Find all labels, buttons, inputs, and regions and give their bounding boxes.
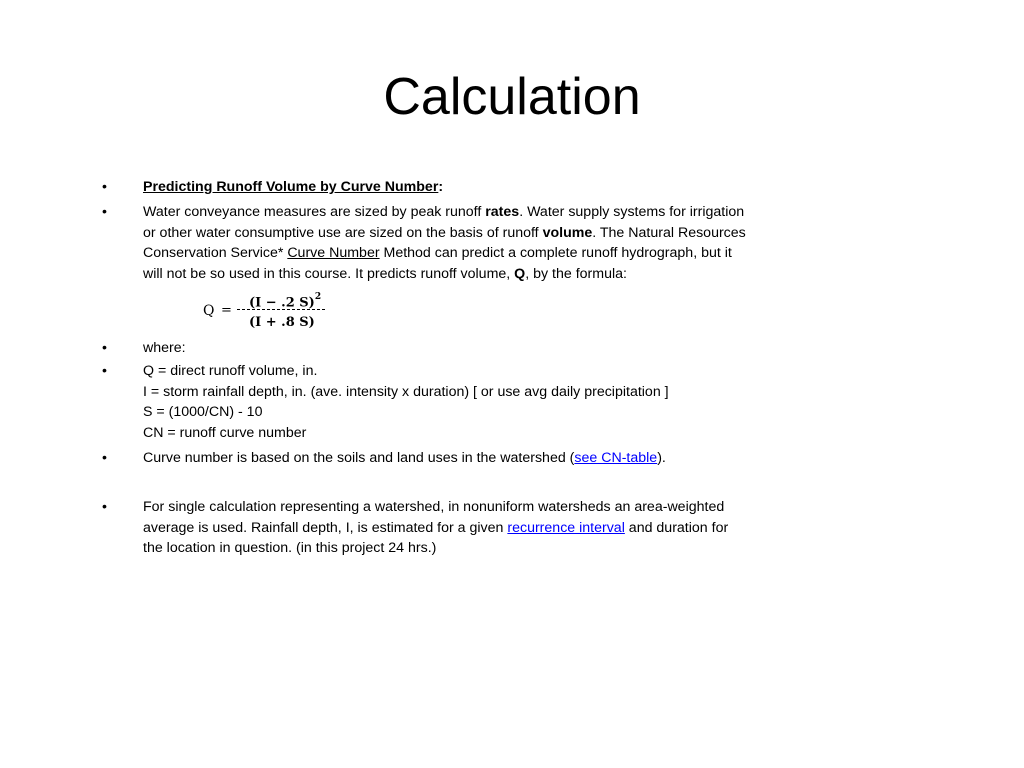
definition-s: S = (1000/CN) - 10 — [143, 404, 263, 420]
bullet-where — [143, 338, 808, 359]
cn-table-link[interactable]: see CN-table — [574, 450, 658, 466]
slide-title: Calculation — [383, 68, 641, 126]
definition-cn: CN = runoff curve number — [143, 424, 307, 441]
recurrence-interval-link[interactable]: recurrence interval — [507, 519, 625, 536]
heading-text: Predicting Runoff Volume by Curve Number — [143, 179, 439, 195]
bullet-curve-number — [143, 448, 808, 469]
bullet-marker: • — [102, 179, 107, 195]
formula-lhs: Q — [203, 303, 215, 319]
bullet-marker: • — [102, 499, 107, 515]
definition-q: Q = direct runoff volume, in. — [143, 363, 318, 379]
text: the location in question. (in this project 24 hrs.) — [143, 540, 437, 556]
bullet-conveyance — [143, 202, 808, 284]
text: Curve number is based on the soils and land uses in the watershed ( — [143, 450, 575, 466]
bullet-marker: • — [102, 363, 107, 379]
heading-colon: : — [438, 179, 444, 195]
text: . The Natural Resources — [592, 224, 746, 241]
text: Method can predict a complete runoff hydrograph, but it — [379, 245, 732, 261]
bullet-marker: • — [102, 450, 107, 466]
bullet-definitions — [143, 361, 808, 443]
text: Conservation Service* — [143, 245, 288, 261]
text: ). — [657, 450, 666, 466]
formula-denominator: (I + .8 S) — [249, 315, 315, 330]
text: will not be so used in this course. It predicts runoff volume, — [143, 265, 515, 282]
fraction-bar — [237, 309, 325, 310]
emphasis-q: Q — [514, 265, 526, 282]
text: and duration for — [624, 519, 729, 536]
formula-equals: = — [221, 303, 232, 318]
text: , by the formula: — [525, 265, 627, 282]
text: . Water supply systems for irrigation — [519, 204, 745, 220]
where-text: where: — [143, 340, 186, 356]
bullet-marker: • — [102, 204, 107, 220]
definition-i: I = storm rainfall depth, in. (ave. intensity x duration) [ or use avg daily precipitation ] — [143, 383, 669, 400]
runoff-formula — [203, 289, 333, 333]
emphasis-volume: volume — [542, 224, 593, 241]
bullet-marker: • — [102, 340, 107, 356]
text: For single calculation representing a watershed, in nonuniform watersheds an area-weighted — [143, 499, 725, 515]
numerator-text: (I − .2 S) — [249, 295, 315, 311]
formula-exponent: 2 — [314, 292, 322, 302]
curve-number-link[interactable]: Curve Number — [287, 245, 380, 261]
text: Water conveyance measures are sized by peak runoff — [143, 204, 486, 220]
emphasis-rates: rates — [485, 204, 520, 220]
text: or other water consumptive use are sized on the basis of runoff — [143, 224, 543, 241]
bullet-heading — [143, 177, 808, 198]
formula-numerator — [249, 289, 321, 314]
bullet-single-calculation — [143, 497, 808, 559]
text: average is used. Rainfall depth, I, is estimated for a given — [143, 519, 508, 536]
